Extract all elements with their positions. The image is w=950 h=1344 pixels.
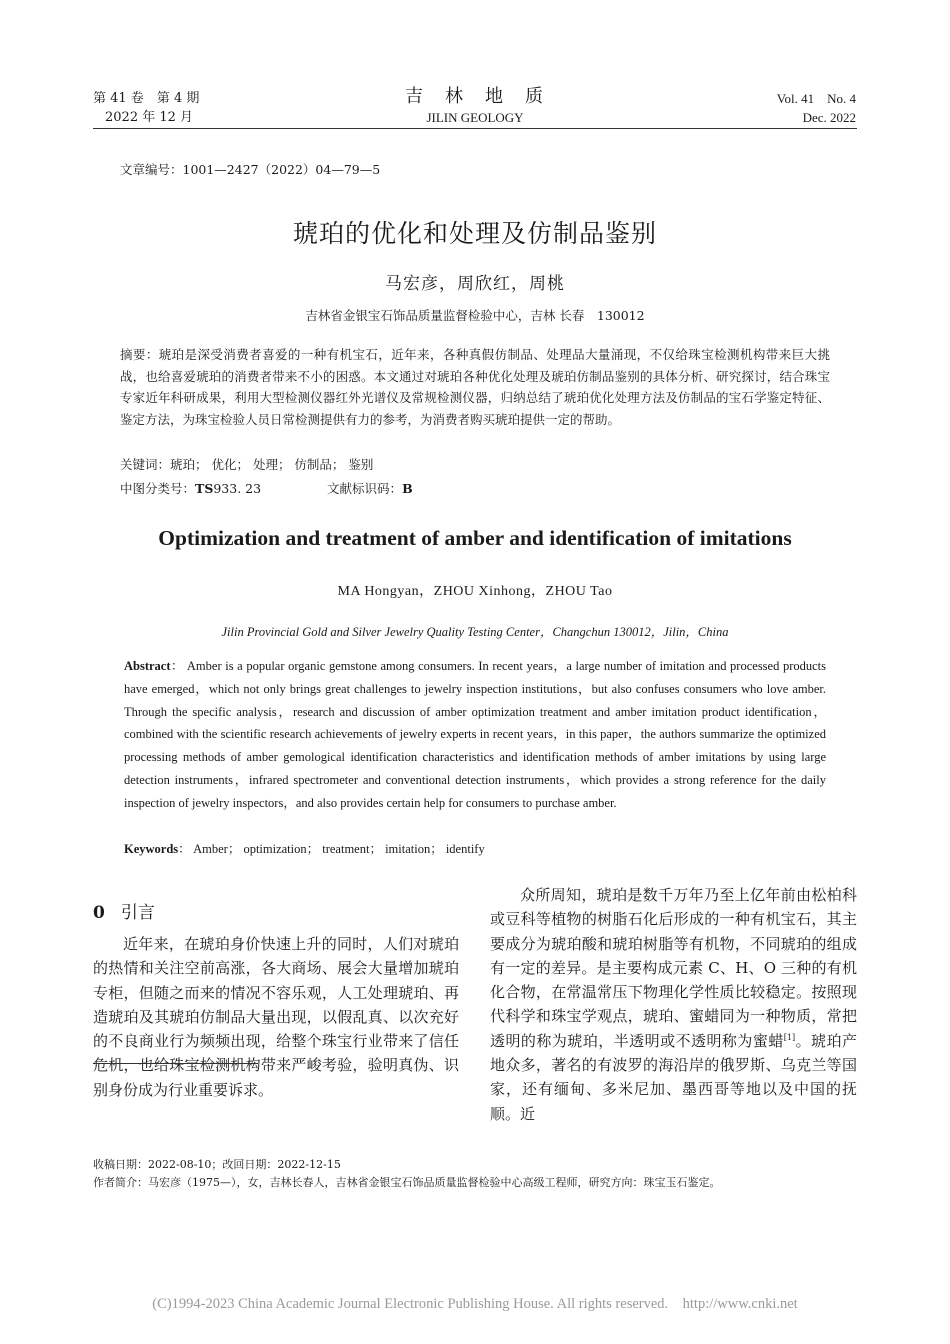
body-left-column: 近年来，在琥珀身价快速上升的同时，人们对琥珀的热情和关注空前高涨，各大商场、展会大量增加琥珀专柜，但随之而来的情况不容乐观，人工处理琥珀、再造琥珀及其琥珀仿制品大量出现，以假乱真、以次充好的不良商业行为频频出现，给整个珠宝行业带来了信任危机，也给珠宝检测机构带来严峻考验，验明真伪、识别身份成为行业重要诉求。 [93,935,459,1099]
title-cn: 琥珀的优化和处理及仿制品鉴别 [292,219,657,248]
title-en: Optimization and treatment of amber and identification of imitations [158,526,792,550]
body-right-column [490,883,857,1126]
received-dates: 收稿日期：2022-08-10；改回日期：2022-12-15 [93,1158,341,1171]
footnote-rule [93,1063,258,1064]
authors-en: MA Hongyan，ZHOU Xinhong，ZHOU Tao [337,584,613,599]
body-right-text-1: 众所周知，琥珀是数千万年乃至上亿年前由松柏科或豆科等植物的树脂石化后形成的一种有机宝石，其主要成分为琥珀酸和琥珀树脂等有机物，不同琥珀的组成有一定的差异。是主要构成元素 C、H、O 三种的有机化合物，在常温常压下物理化学性质比较稳定。按照现代科学和珠宝学观点，琥珀、蜜蜡同为一种物质，常把透明的称为琥珀，半透明或不透明称为蜜蜡 [490,886,857,1050]
keywords-en [124,838,826,861]
journal-issue-info [93,89,263,127]
keywords-cn-text: 琥珀； 优化； 处理； 仿制品； 鉴别 [170,457,374,472]
issue-date: 2022 年 12 月 [105,110,194,125]
doc-code: B [402,481,413,496]
header-rule [93,128,857,129]
keywords-cn [120,454,830,476]
abstract-en [124,655,826,815]
copyright-line: (C)1994-2023 China Academic Journal Electronic Publishing House. All rights reserved. http://www.cnki.net [152,1296,798,1312]
reference-mark: [1] [783,1032,796,1042]
keywords-cn-label: 关键词： [120,457,171,472]
body-right-text-2: 。琥珀产地众多，著名的有波罗的海沿岸的俄罗斯、乌克兰等国家，还有缅甸、多米尼加、墨西哥等地以及中国的抚顺。近 [490,1031,857,1123]
classification [120,478,830,500]
affiliation-en: Jilin Provincial Gold and Silver Jewelry Quality Testing Center，Changchun 130012，Jilin，China [221,625,729,639]
journal-title-cn: 吉 林 地 质 [405,86,545,107]
journal-title-block [375,86,575,127]
author-bio: 作者简介：马宏彦（1975—），女，吉林长春人，吉林省金银宝石饰品质量监督检验中心高级工程师，研究方向：珠宝玉石鉴定。 [93,1176,721,1189]
abstract-cn-text: 琥珀是深受消费者喜爱的一种有机宝石，近年来，各种真假仿制品、处理品大量涌现，不仅给珠宝检测机构带来巨大挑战，也给喜爱琥珀的消费者带来不小的困惑。本文通过对琥珀各种优化处理及琥珀仿制品鉴别的具体分析、研究探讨，结合珠宝专家近年科研成果，利用大型检测仪器红外光谱仪及常规检测仪器，归纳总结了琥珀优化处理方法及仿制品的宝石学鉴定特征、鉴定方法，为珠宝检验人员日常检测提供有力的参考，为消费者购买琥珀提供一定的帮助。 [120,347,830,427]
clc-code-bold: TS [195,481,214,496]
clc-label: 中图分类号： [120,481,196,496]
section-heading [93,898,155,923]
journal-title-en: JILIN GEOLOGY [426,110,524,125]
volume-issue: 第 41 卷 第 4 期 [93,91,200,106]
journal-issue-info-en [720,89,856,127]
article-number: 文章编号：1001—2427（2022）04—79—5 [120,162,381,177]
volume-issue-en: Vol. 41 No. 4 [776,91,856,106]
issue-date-en: Dec. 2022 [802,110,856,125]
abstract-cn-label: 摘要： [120,347,159,362]
section-number: 0 [93,903,105,923]
abstract-en-label: Abstract [124,659,171,673]
keywords-en-label: Keywords [124,842,179,856]
authors-cn: 马宏彦，周欣红，周桃 [385,274,565,294]
clc-code-rest: 933. 23 [213,481,262,496]
affiliation-cn: 吉林省金银宝石饰品质量监督检验中心，吉林 长春 130012 [305,308,645,323]
doc-code-label: 文献标识码： [327,481,403,496]
keywords-en-text: ： Amber； optimization； treatment； imitation； identify [178,842,485,856]
footnote [93,1156,873,1192]
section-title: 引言 [120,903,155,923]
abstract-cn [120,344,830,430]
abstract-en-text: ： Amber is a popular organic gemstone among consumers. In recent years，a large number of imitation and processed products have emerged，which not only brings great challenges to jewelry inspection institutions，but also confuses consumers who love amber. Through the specific analysis，research and discussion of amber optimization treatment and amber imitation product identification，combined with the scientific research achievements of jewelry experts in recent years，in this paper，the authors summarize the optimized processing methods of amber gemological identification characteristics and identification methods of amber imitations by using large detection instruments，infrared spectrometer and conventional detection instruments，which provides a strong reference for the daily inspection of jewelry inspectors，and also provides certain help for consumers to purchase amber. [124,659,826,810]
